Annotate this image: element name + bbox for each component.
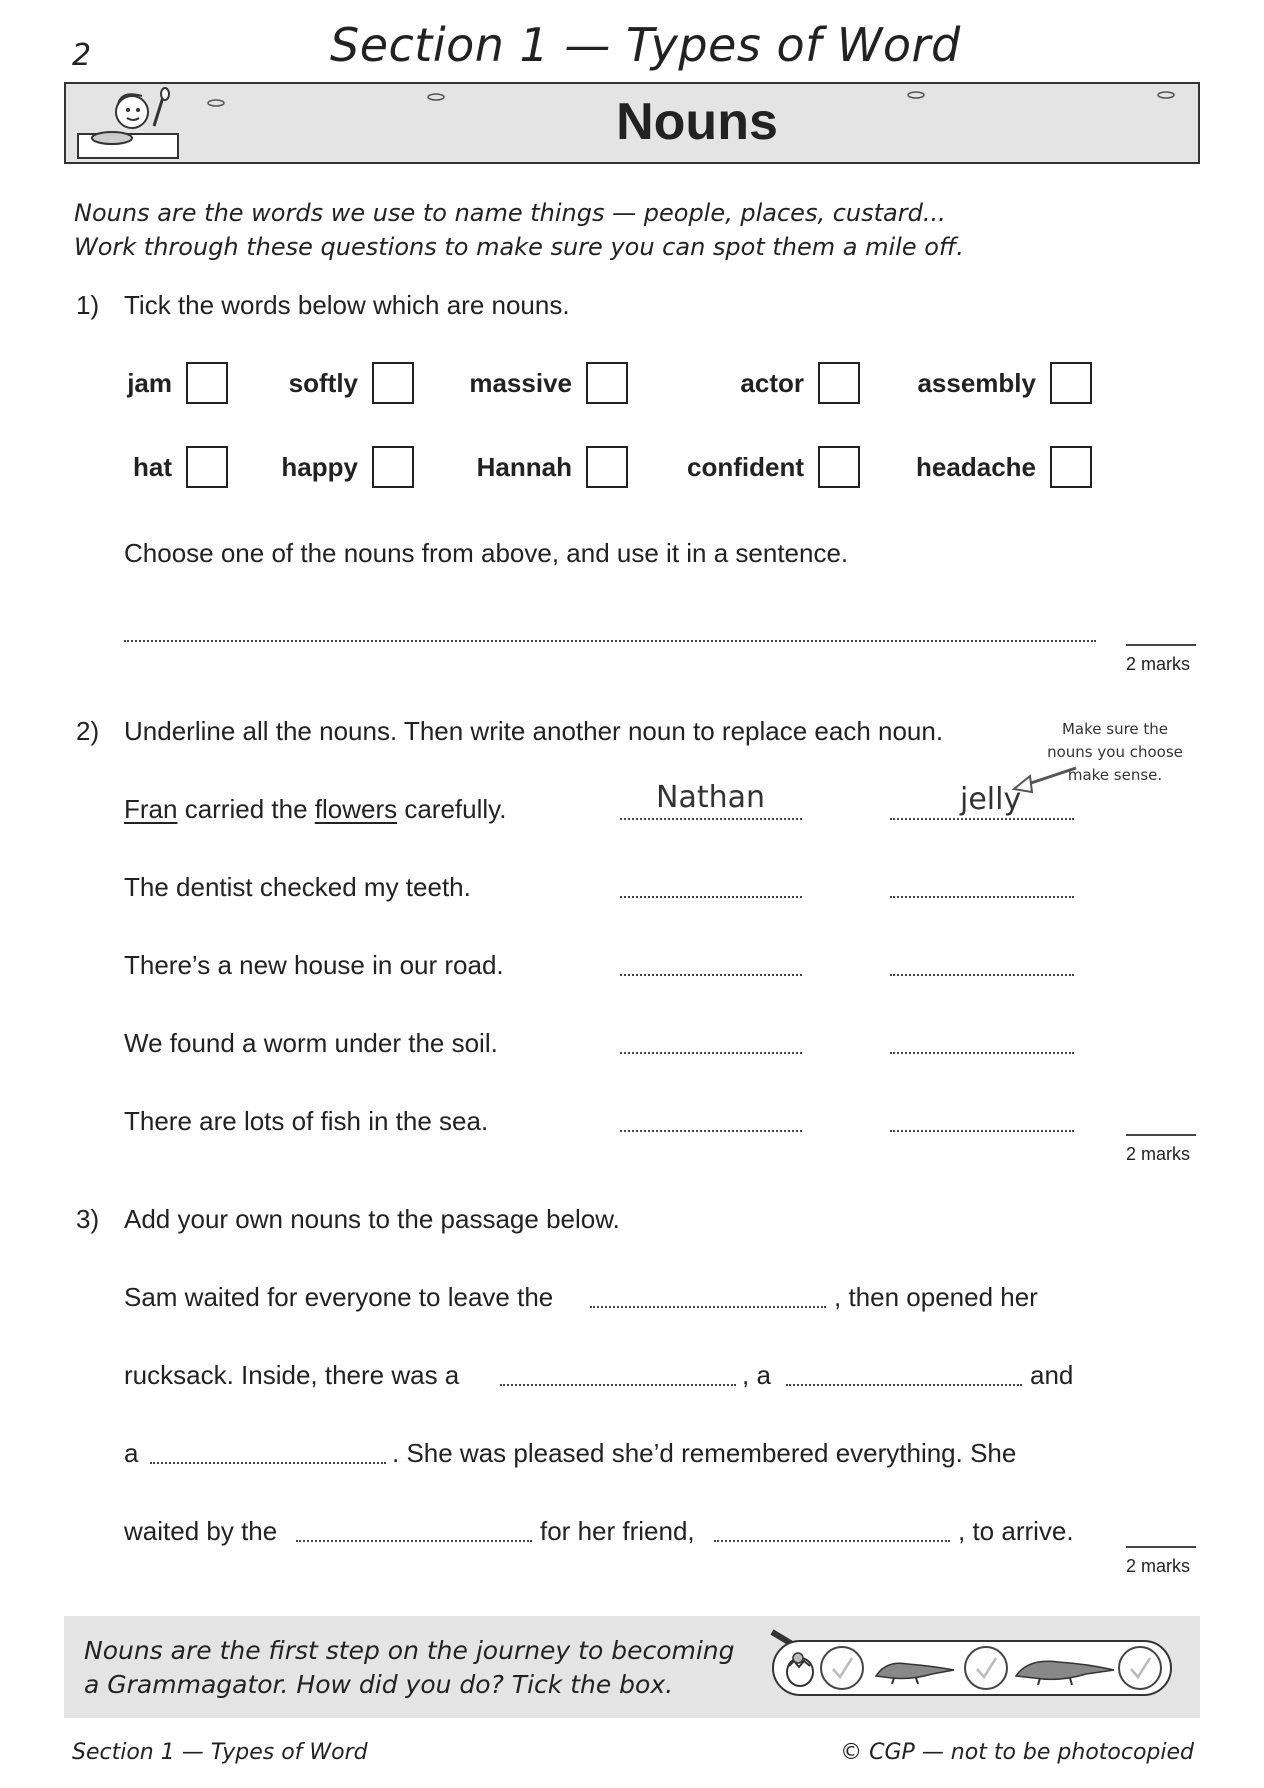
question-prompt: Tick the words below which are nouns. xyxy=(124,290,570,320)
word-option: jam xyxy=(127,368,172,398)
answer-line[interactable] xyxy=(590,1306,826,1308)
word-option: headache xyxy=(916,452,1036,482)
passage-text: and xyxy=(1030,1360,1074,1390)
footer-section-label: Section 1 — Types of Word xyxy=(72,1740,368,1765)
answer-line[interactable] xyxy=(296,1540,532,1542)
tick-icon xyxy=(822,1648,862,1688)
passage-text: waited by the xyxy=(124,1516,278,1546)
footer-message-line: Nouns are the first step on the journey to becoming xyxy=(84,1636,735,1665)
egg-icon xyxy=(780,1648,820,1688)
grammagator-icon xyxy=(1014,1652,1118,1686)
answer-line[interactable] xyxy=(890,1052,1074,1054)
underlined-noun: Fran xyxy=(124,794,178,824)
passage-text: Sam waited for everyone to leave the xyxy=(124,1282,554,1312)
answer-line[interactable] xyxy=(124,640,1096,642)
footer-message xyxy=(84,1634,735,1702)
hint-line: nouns you choose xyxy=(1047,743,1183,761)
passage-text: . She was pleased she’d remembered everything. She xyxy=(392,1438,1017,1468)
noun-checkbox[interactable] xyxy=(372,362,414,404)
passage-text: , to arrive. xyxy=(958,1516,1074,1546)
page-number: 2 xyxy=(72,38,92,73)
noun-checkbox[interactable] xyxy=(1050,362,1092,404)
footer-message-line: a Grammagator. How did you do? Tick the box. xyxy=(84,1670,674,1699)
marks-label: 2 marks xyxy=(1126,654,1191,674)
title-banner xyxy=(64,82,1200,164)
noun-checkbox[interactable] xyxy=(1050,446,1092,488)
answer-line[interactable] xyxy=(890,974,1074,976)
sentence: There are lots of fish in the sea. xyxy=(124,1106,489,1136)
hint-line: make sense. xyxy=(1067,766,1163,784)
sentence-text: carefully. xyxy=(397,794,507,824)
word-option: assembly xyxy=(917,368,1036,398)
passage-text: , a xyxy=(742,1360,771,1390)
intro-text xyxy=(74,196,964,264)
progress-checkbox[interactable] xyxy=(1118,1646,1162,1690)
marks-line xyxy=(1126,644,1196,646)
noun-checkbox[interactable] xyxy=(586,362,628,404)
copyright-notice: © CGP — not to be photocopied xyxy=(840,1740,1194,1765)
noun-checkbox[interactable] xyxy=(818,446,860,488)
example-sentence xyxy=(124,794,506,825)
hint-line: Make sure the xyxy=(1061,720,1169,738)
noun-checkbox[interactable] xyxy=(586,446,628,488)
question-number: 1) xyxy=(76,290,100,320)
answer-line[interactable] xyxy=(150,1462,386,1464)
word-option: happy xyxy=(281,452,358,482)
sentence: There’s a new house in our road. xyxy=(124,950,504,980)
tick-icon xyxy=(1120,1648,1160,1688)
noun-checkbox[interactable] xyxy=(372,446,414,488)
answer-line[interactable] xyxy=(890,818,1074,820)
answer-line[interactable] xyxy=(786,1384,1022,1386)
progress-footer xyxy=(64,1616,1200,1718)
marks-line xyxy=(1126,1546,1196,1548)
passage-text: , then opened her xyxy=(834,1282,1038,1312)
baby-gator-icon xyxy=(872,1654,962,1684)
passage-text: a xyxy=(124,1438,139,1468)
progress-checkbox[interactable] xyxy=(964,1646,1008,1690)
progress-track xyxy=(772,1640,1172,1696)
word-option: actor xyxy=(740,368,804,398)
answer-line[interactable] xyxy=(620,896,802,898)
marks-label: 2 marks xyxy=(1126,1144,1191,1164)
sentence: The dentist checked my teeth. xyxy=(124,872,471,902)
intro-line: Nouns are the words we use to name things — people, places, custard... xyxy=(74,199,946,227)
answer-line[interactable] xyxy=(620,974,802,976)
sentence-text: carried the xyxy=(177,794,315,824)
tick-icon xyxy=(966,1648,1006,1688)
question-number: 3) xyxy=(76,1204,100,1234)
noun-checkbox[interactable] xyxy=(186,446,228,488)
marks-label: 2 marks xyxy=(1126,1556,1191,1576)
answer-line[interactable] xyxy=(714,1540,950,1542)
question-prompt: Underline all the nouns. Then write another noun to replace each noun. xyxy=(124,716,944,746)
word-option: Hannah xyxy=(476,452,572,482)
question-followup: Choose one of the nouns from above, and use it in a sentence. xyxy=(124,538,849,568)
answer-line[interactable] xyxy=(500,1384,736,1386)
passage-text: for her friend, xyxy=(540,1516,695,1546)
word-option: hat xyxy=(133,452,172,482)
answer-line[interactable] xyxy=(890,1130,1074,1132)
handwritten-answer: Nathan xyxy=(656,780,765,815)
noun-checkbox[interactable] xyxy=(818,362,860,404)
sentence: We found a worm under the soil. xyxy=(124,1028,498,1058)
section-title: Section 1 — Types of Word xyxy=(330,18,961,72)
underlined-noun: flowers xyxy=(314,794,398,824)
passage-text: rucksack. Inside, there was a xyxy=(124,1360,460,1390)
question-number: 2) xyxy=(76,716,100,746)
handwritten-answer: jelly xyxy=(960,782,1022,817)
question-prompt: Add your own nouns to the passage below. xyxy=(124,1204,620,1234)
answer-line[interactable] xyxy=(620,818,802,820)
noun-checkbox[interactable] xyxy=(186,362,228,404)
word-option: massive xyxy=(469,368,572,398)
answer-line[interactable] xyxy=(890,896,1074,898)
progress-checkbox[interactable] xyxy=(820,1646,864,1690)
answer-line[interactable] xyxy=(620,1052,802,1054)
marks-line xyxy=(1126,1134,1196,1136)
intro-line: Work through these questions to make sure you can spot them a mile off. xyxy=(74,233,964,261)
answer-line[interactable] xyxy=(620,1130,802,1132)
page-title: Nouns xyxy=(616,93,778,151)
word-option: softly xyxy=(288,368,358,398)
word-option: confident xyxy=(687,452,804,482)
